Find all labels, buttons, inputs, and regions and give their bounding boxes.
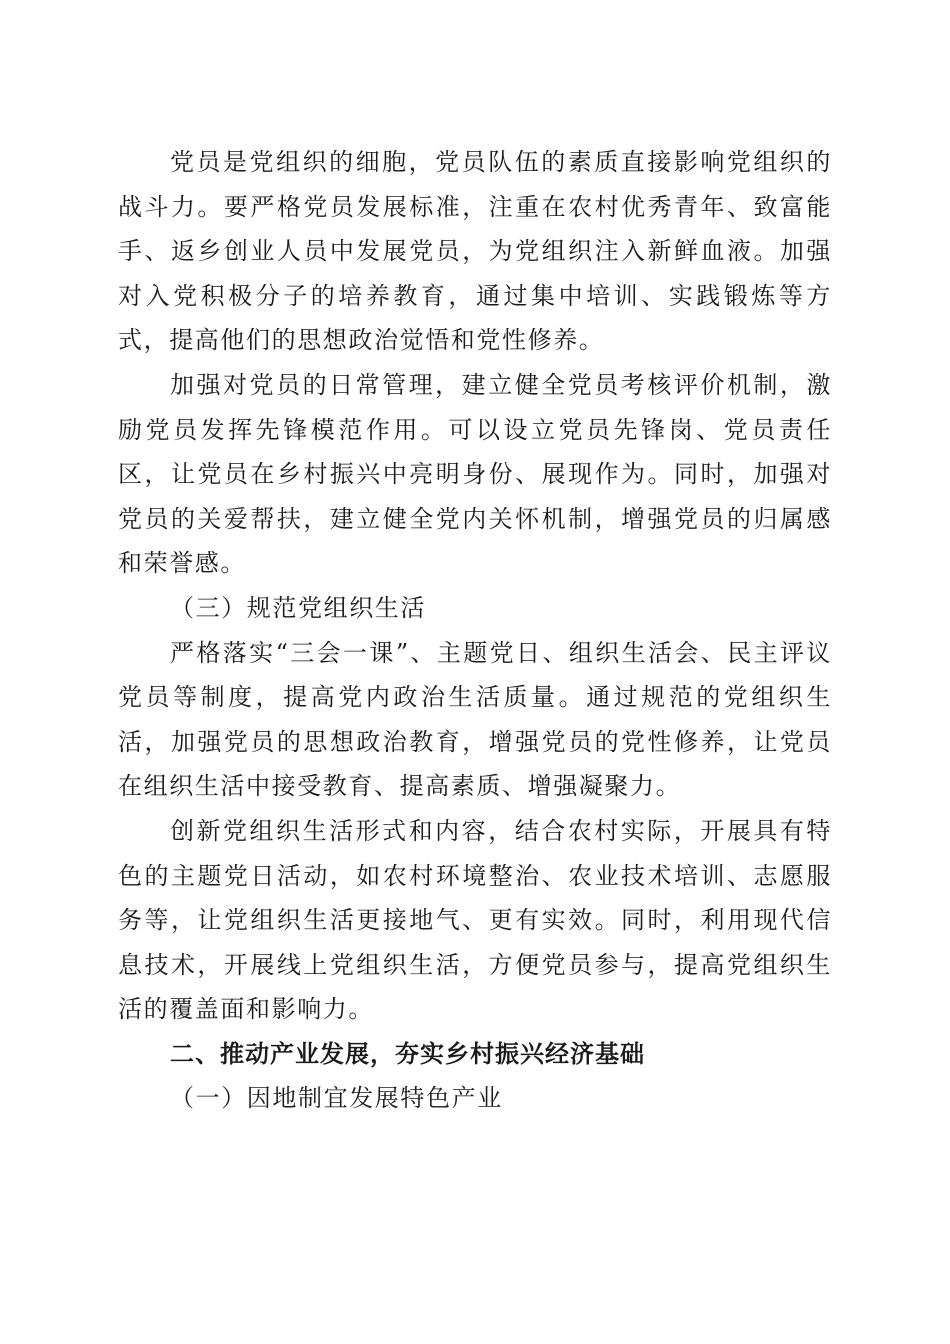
paragraph-innovate-org-life: 创新党组织生活形式和内容，结合农村实际，开展具有特色的主题党日活动，如农村环境整治、农业技术培训、志愿服务等，让党组织生活更接地气、更有实效。同时，利用现代信息技术，开展线上党组织生活，方便党员参与，提高党组织生活的覆盖面和影响力。 [118,816,832,1024]
paragraph-party-member-development: 党员是党组织的细胞，党员队伍的素质直接影响党组织的战斗力。要严格党员发展标准，注重在农村优秀青年、致富能手、返乡创业人员中发展党员，为党组织注入新鲜血液。加强对入党积极分子的培养教育，通过集中培训、实践锻炼等方式，提高他们的思想政治觉悟和党性修养。 [118,148,832,355]
paragraph-three-meetings-one-lesson: 严格落实“三会一课”、主题党日、组织生活会、民主评议党员等制度，提高党内政治生活质量。通过规范的党组织生活，加强党员的思想政治教育，增强党员的党性修养，让党员在组织生活中接受教育、提高素质、增强凝聚力。 [118,638,832,801]
document-body [118,140,832,1121]
section-heading-industry-development: 二、推动产业发展，夯实乡村振兴经济基础 [170,1039,645,1068]
subheading-characteristic-industry: （一）因地制宜发展特色产业 [170,1084,503,1113]
paragraph-party-member-management: 加强对党员的日常管理，建立健全党员考核评价机制，激励党员发挥先锋模范作用。可以设立党员先锋岗、党员责任区，让党员在乡村振兴中亮明身份、展现作为。同时，加强对党员的关爱帮扶，建立健全党内关怀机制，增强党员的归属感和荣誉感。 [118,370,832,578]
subheading-standardize-org-life: （三）规范党组织生活 [170,593,426,622]
